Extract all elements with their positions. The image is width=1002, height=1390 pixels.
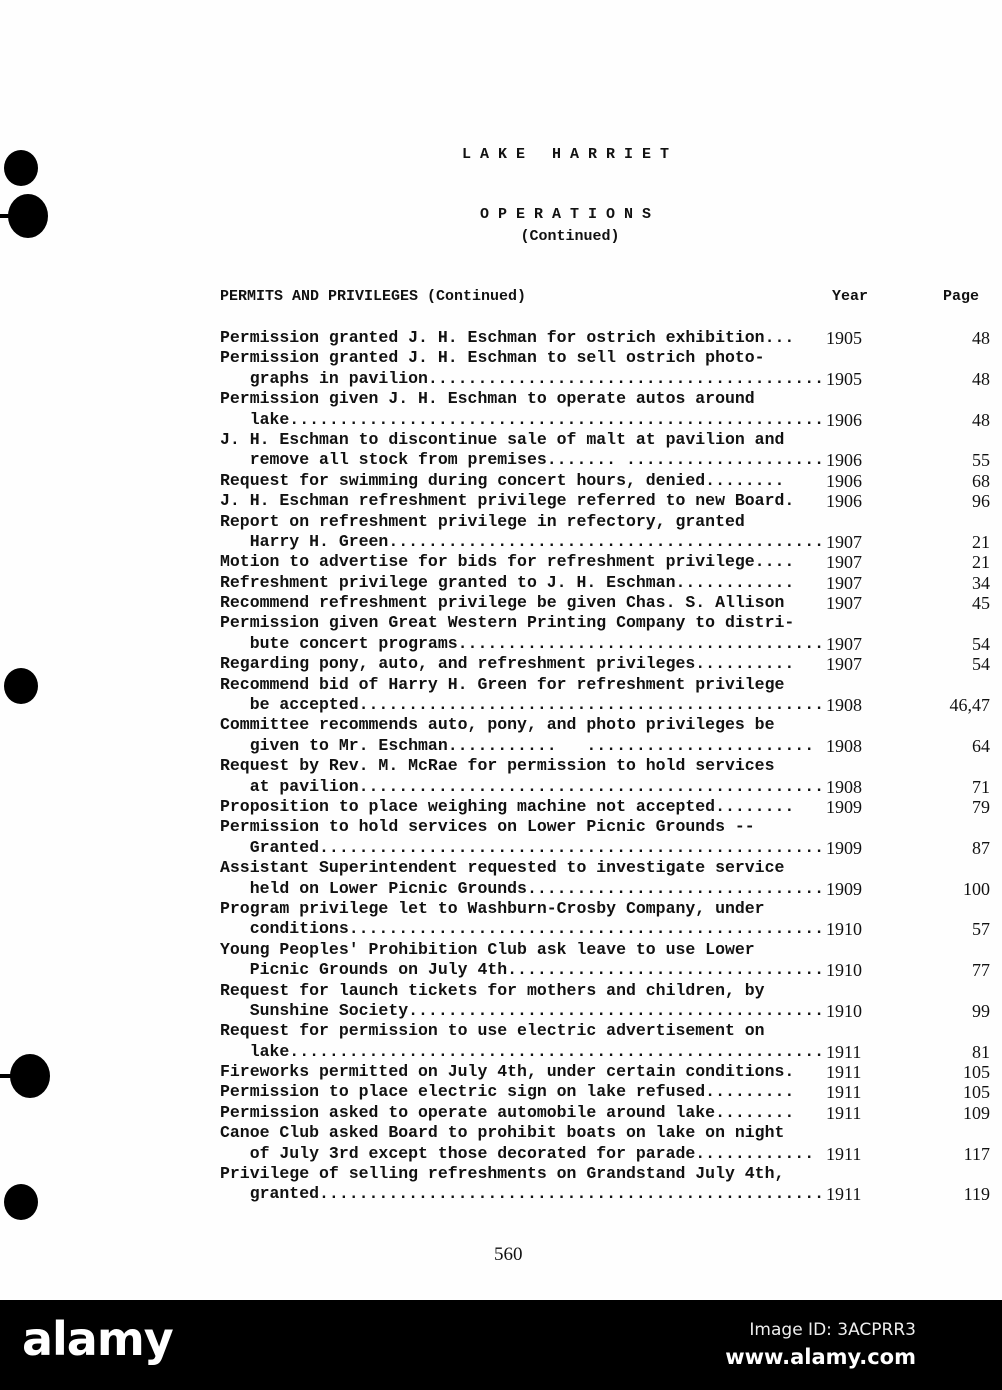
entry-text: Permission granted J. H. Eschman to sell ostrich photo- [220,348,765,368]
entry-year: 1911 [826,1184,862,1205]
entry-line [220,1123,990,1143]
entry-year: 1911 [826,1102,862,1123]
entry-text: be accepted............................................... [220,695,824,715]
binder-mark [0,1074,20,1078]
entry-text: at pavilion............................................... [220,776,824,796]
binder-hole [4,1184,38,1220]
table-row [220,654,990,674]
entry-text: Sunshine Society.......................................... [220,1000,824,1020]
table-row [220,552,990,572]
entry-page: 48 [972,409,990,430]
entry-page: 77 [972,960,990,981]
entry-line [220,471,990,491]
entry-line [220,450,990,470]
entry-text: conditions................................................ [220,919,824,939]
entry-line [220,838,990,858]
table-row [220,817,990,858]
entry-text: J. H. Eschman to discontinue sale of malt at pavilion and [220,429,785,449]
table-row [220,675,990,716]
entry-year: 1905 [826,368,862,389]
entry-year: 1910 [826,1000,862,1021]
entry-page: 21 [972,552,990,573]
entry-page: 109 [963,1102,990,1123]
table-row [220,512,990,553]
table-row [220,940,990,981]
entry-text: lake...................................................... [220,409,824,429]
entry-year: 1906 [826,470,862,491]
entry-year: 1909 [826,837,862,858]
table-row [220,471,990,491]
entry-line [220,348,990,368]
entry-year: 1906 [826,450,862,471]
entry-line [220,593,990,613]
image-id: Image ID: 3ACPRR3 [749,1320,916,1340]
entry-line [220,634,990,654]
entry-line [220,573,990,593]
entry-line [220,1144,990,1164]
entry-year: 1907 [826,593,862,614]
entry-text: J. H. Eschman refreshment privilege referred to new Board. [220,491,795,511]
entry-line [220,1001,990,1021]
entry-year: 1908 [826,735,862,756]
entry-line [220,695,990,715]
entry-text: lake...................................................... [220,1041,824,1061]
entry-line [220,817,990,837]
section-note: (Continued) [520,228,620,245]
table-row [220,389,990,430]
table-row [220,430,990,471]
entry-text: Refreshment privilege granted to J. H. Eschman............ [220,572,795,592]
entry-line [220,981,990,1001]
entry-line [220,899,990,919]
entry-year: 1911 [826,1143,862,1164]
entry-text: Young Peoples' Prohibition Club ask leave to use Lower [220,939,755,959]
entries-list [220,328,990,1205]
table-row [220,593,990,613]
entry-page: 105 [963,1062,990,1083]
alamy-logo: alamy [22,1312,173,1366]
entry-page: 81 [972,1041,990,1062]
entry-text: Harry H. Green............................................ [220,531,824,551]
entry-text: Assistant Superintendent requested to investigate service [220,858,785,878]
entry-year: 1910 [826,960,862,981]
entry-year: 1906 [826,409,862,430]
table-row [220,1082,990,1102]
entry-year: 1910 [826,919,862,940]
entry-year: 1908 [826,776,862,797]
entry-page: 100 [963,878,990,899]
entry-page: 99 [972,1000,990,1021]
entry-line [220,410,990,430]
table-row [220,1164,990,1205]
entry-line [220,1042,990,1062]
entry-page: 57 [972,919,990,940]
site-url: www.alamy.com [725,1345,916,1369]
entry-text: Picnic Grounds on July 4th................................ [220,960,824,980]
entry-line [220,960,990,980]
entry-text: Request by Rev. M. McRae for permission to hold services [220,756,775,776]
entry-page: 71 [972,776,990,797]
entry-text: granted................................................... [220,1184,824,1204]
entry-text: held on Lower Picnic Grounds.............................. [220,878,824,898]
table-row [220,797,990,817]
entry-page: 96 [972,491,990,512]
entry-line [220,736,990,756]
entry-text: Recommend refreshment privilege be given Chas. S. Allison [220,593,785,613]
page-number: 560 [494,1244,523,1265]
entry-line [220,389,990,409]
entry-text: Canoe Club asked Board to prohibit boats on lake on night [220,1123,785,1143]
entry-page: 64 [972,735,990,756]
entry-line [220,532,990,552]
entry-text: given to Mr. Eschman........... ....................... [220,735,815,755]
entry-text: Request for permission to use electric advertisement on [220,1021,765,1041]
entry-year: 1911 [826,1082,862,1103]
table-row [220,491,990,511]
entry-line [220,1062,990,1082]
entry-line [220,1164,990,1184]
entry-line [220,1021,990,1041]
entry-year: 1909 [826,878,862,899]
entry-page: 48 [972,368,990,389]
entry-page: 87 [972,837,990,858]
entry-text: Regarding pony, auto, and refreshment privileges.......... [220,654,795,674]
entry-page: 34 [972,572,990,593]
entry-line [220,430,990,450]
entry-page: 55 [972,450,990,471]
table-row [220,573,990,593]
entry-text: Recommend bid of Harry H. Green for refreshment privilege [220,674,785,694]
entry-text: Granted................................................... [220,837,824,857]
entry-text: Program privilege let to Washburn-Crosby Company, under [220,898,765,918]
entry-page: 79 [972,796,990,817]
table-row [220,981,990,1022]
table-row [220,1103,990,1123]
table-row [220,858,990,899]
entry-page: 48 [972,328,990,348]
entry-line [220,879,990,899]
entry-year: 1911 [826,1041,862,1062]
entry-line [220,328,990,348]
column-header-year: Year [832,288,869,305]
entry-text: Proposition to place weighing machine not accepted........ [220,796,795,816]
entry-page: 68 [972,470,990,491]
entry-page: 45 [972,593,990,614]
column-header-page: Page [943,288,980,305]
entry-page: 117 [963,1143,990,1164]
entry-text: bute concert programs..................................... [220,633,824,653]
entry-text: Permission to hold services on Lower Picnic Grounds -- [220,817,755,837]
entry-line [220,552,990,572]
entry-text: graphs in pavilion........................................ [220,368,824,388]
document-title: LAKE HARRIET [461,146,679,163]
entry-year: 1911 [826,1062,862,1083]
entry-line [220,756,990,776]
entry-text: Committee recommends auto, pony, and photo privileges be [220,715,775,735]
entry-line [220,858,990,878]
table-heading: PERMITS AND PRIVILEGES (Continued) [220,288,527,305]
entry-year: 1908 [826,695,862,716]
entry-text: Request for swimming during concert hours, denied........ [220,470,785,490]
entry-page: 21 [972,531,990,552]
table-row [220,1021,990,1062]
table-row [220,756,990,797]
entry-text: Request for launch tickets for mothers and children, by [220,980,765,1000]
entry-year: 1907 [826,572,862,593]
entry-year: 1907 [826,552,862,573]
watermark-bar [0,1300,1002,1390]
table-row [220,613,990,654]
section-title: OPERATIONS [479,206,660,223]
entry-line [220,940,990,960]
entry-year: 1907 [826,633,862,654]
table-row [220,348,990,389]
binder-hole [4,668,38,704]
entry-line [220,1103,990,1123]
entry-line [220,613,990,633]
entry-text: Report on refreshment privilege in refectory, granted [220,511,745,531]
entry-page: 46,47 [949,695,990,716]
entry-year: 1907 [826,531,862,552]
entry-line [220,1082,990,1102]
entry-line [220,777,990,797]
table-row [220,1062,990,1082]
entry-text: Permission given Great Western Printing Company to distri- [220,613,795,633]
entry-line [220,715,990,735]
entry-text: Permission to place electric sign on lake refused......... [220,1082,795,1102]
entry-text: Motion to advertise for bids for refreshment privilege.... [220,552,795,572]
entry-text: Permission granted J. H. Eschman for ostrich exhibition... [220,328,795,347]
entry-year: 1907 [826,654,862,675]
entry-text: Permission given J. H. Eschman to operate autos around [220,389,755,409]
entry-line [220,919,990,939]
entry-year: 1909 [826,796,862,817]
entry-text: remove all stock from premises....... .................... [220,450,824,470]
entry-line [220,491,990,511]
entry-text: Privilege of selling refreshments on Grandstand July 4th, [220,1164,785,1184]
table-row [220,1123,990,1164]
entry-year: 1906 [826,491,862,512]
entry-page: 119 [963,1184,990,1205]
entry-text: Permission asked to operate automobile around lake........ [220,1102,795,1122]
entry-line [220,797,990,817]
entry-line [220,512,990,532]
entry-line [220,1184,990,1204]
table-row [220,899,990,940]
entry-text: of July 3rd except those decorated for parade............ [220,1143,815,1163]
entry-text: Fireworks permitted on July 4th, under certain conditions. [220,1062,795,1082]
entry-page: 54 [972,654,990,675]
entry-line [220,654,990,674]
table-row [220,715,990,756]
entry-line [220,675,990,695]
table-row [220,328,990,348]
entry-page: 54 [972,633,990,654]
entry-line [220,369,990,389]
entry-year: 1905 [826,328,862,348]
entry-page: 105 [963,1082,990,1103]
